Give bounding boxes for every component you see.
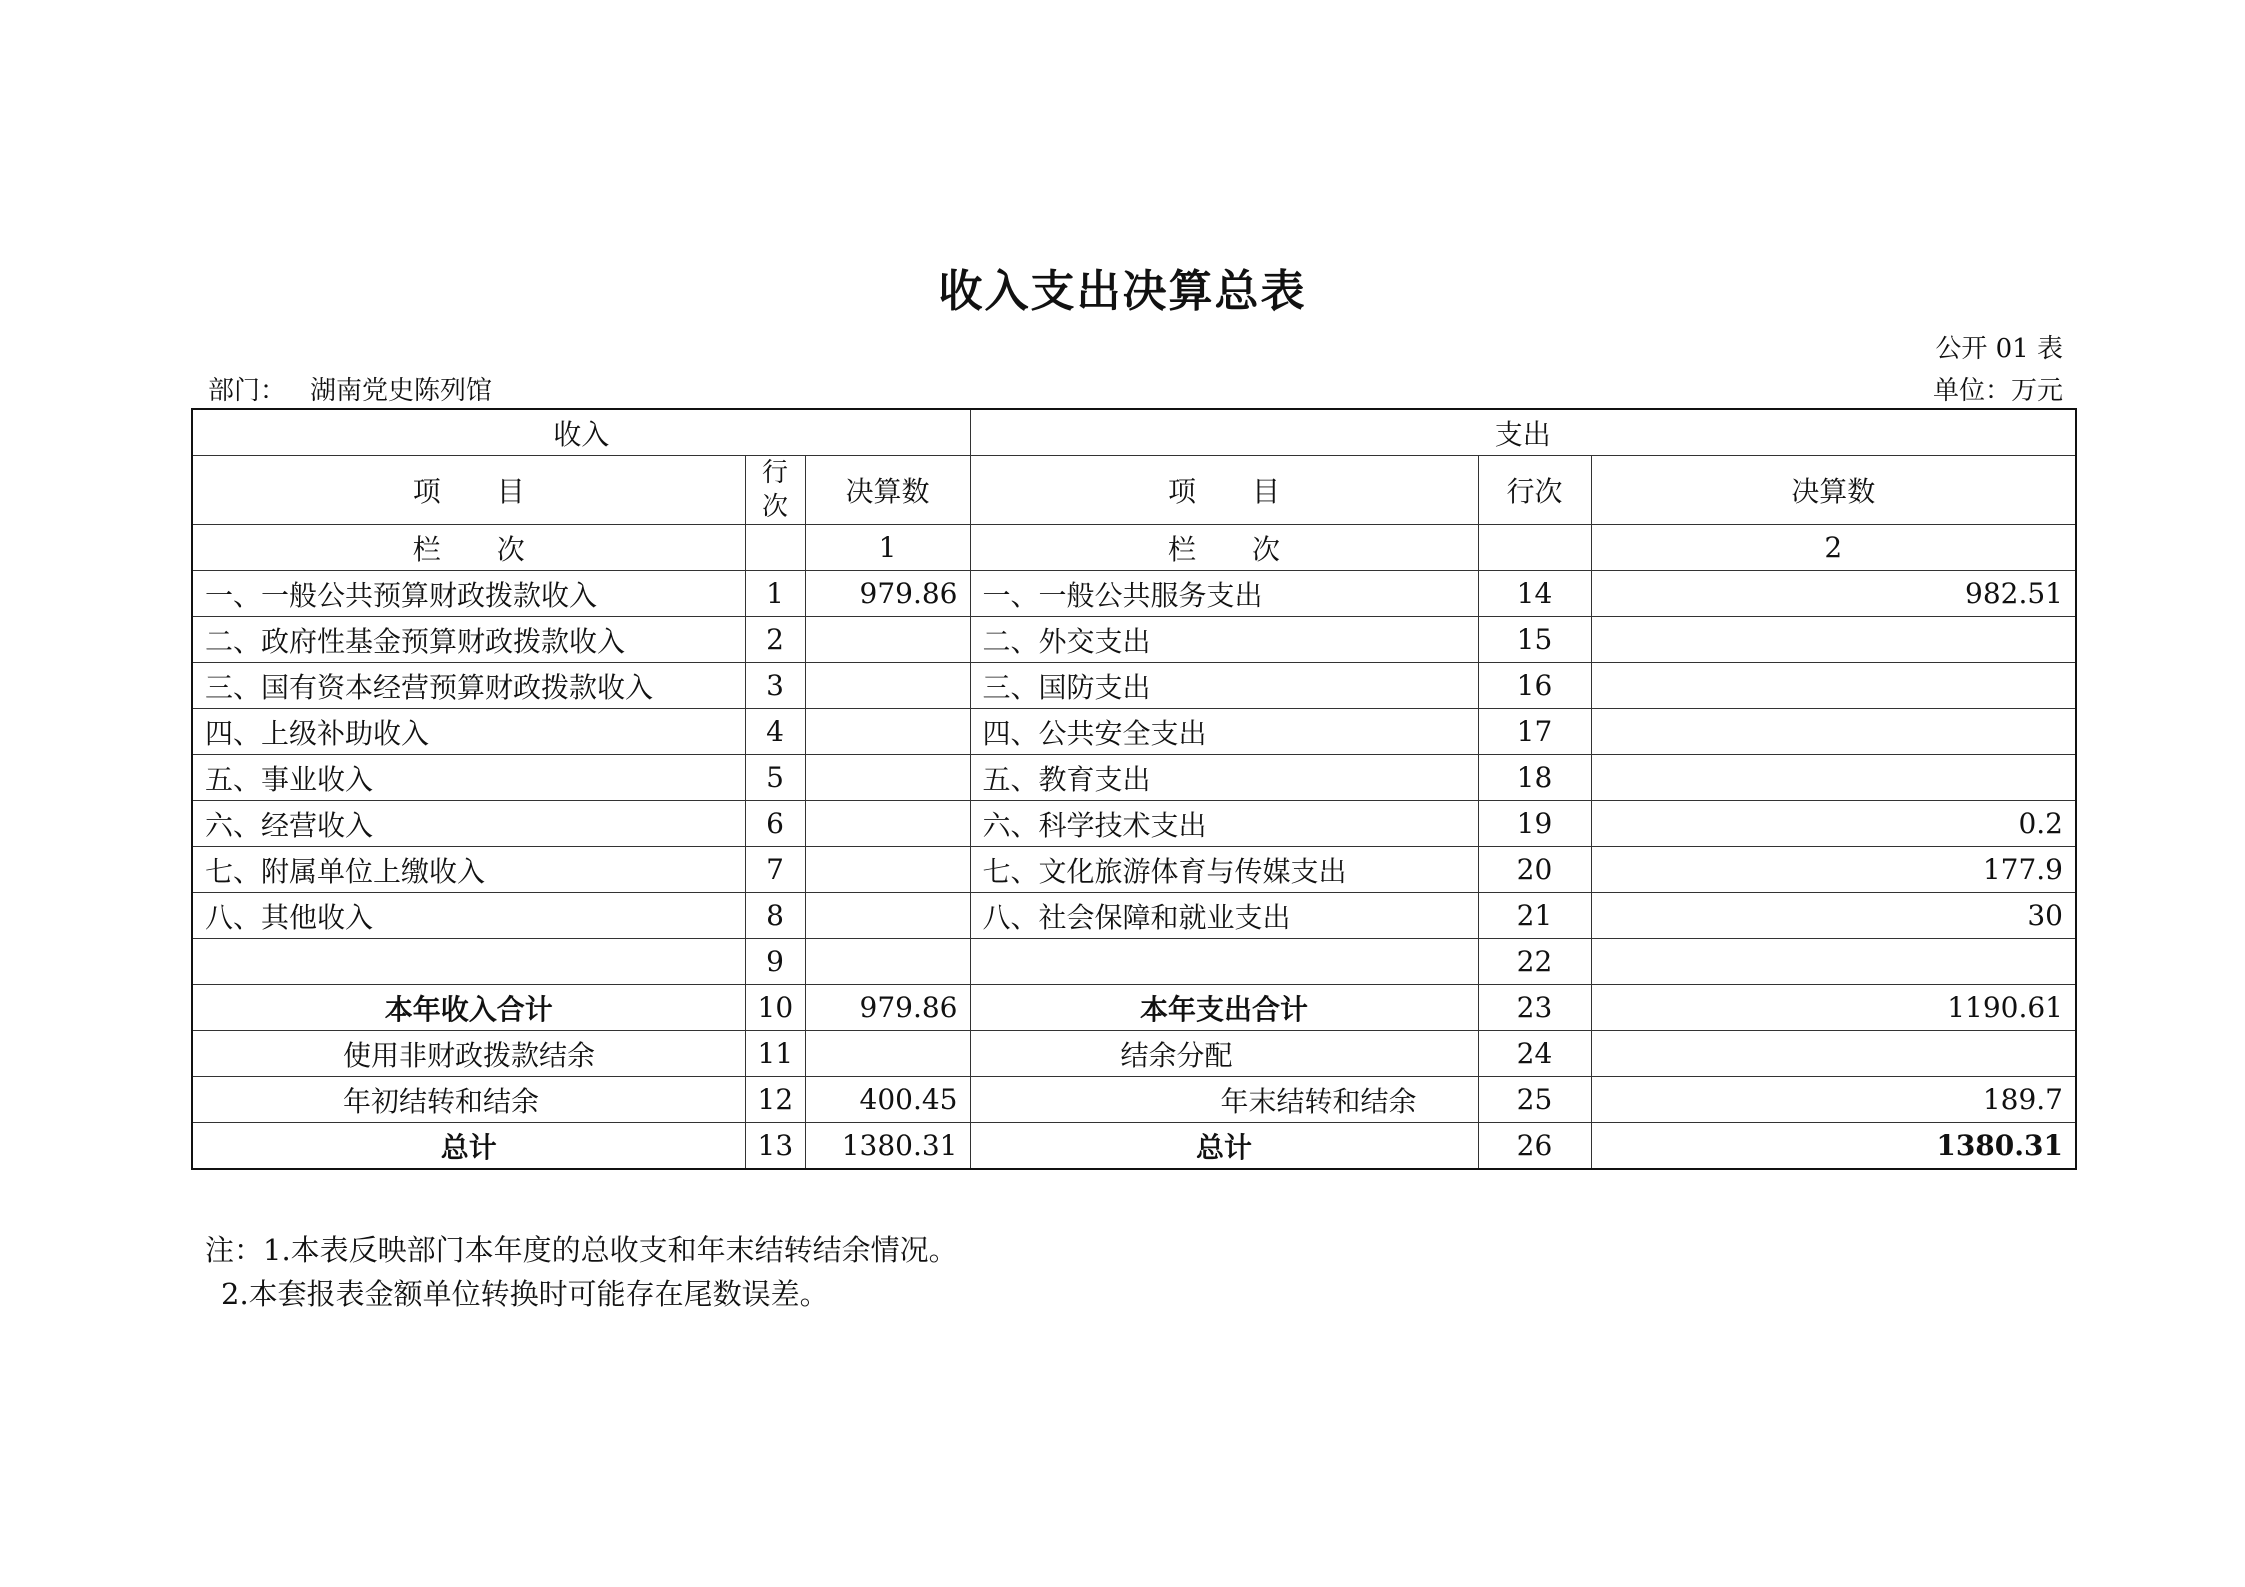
year-total-row: [192, 985, 2076, 1031]
footnotes: [205, 1228, 958, 1316]
expense-grand-total-amount: 1380.31: [1591, 1123, 2076, 1170]
income-line-no: 5: [745, 755, 805, 801]
expense-line-no: 23: [1478, 985, 1591, 1031]
income-item: 年初结转和结余: [192, 1077, 745, 1123]
expense-item: 三、国防支出: [970, 663, 1478, 709]
expense-line-no: 18: [1478, 755, 1591, 801]
income-year-total-label: 本年收入合计: [192, 985, 745, 1031]
table-row: [192, 709, 2076, 755]
expense-line-no: 24: [1478, 1031, 1591, 1077]
section-header-row: [192, 409, 2076, 456]
column-index-row: [192, 525, 2076, 571]
expense-amount-header: 决算数: [1591, 456, 2076, 525]
income-amount: [805, 847, 970, 893]
expense-amount: [1591, 939, 2076, 985]
income-amount: 400.45: [805, 1077, 970, 1123]
income-line-no-header: 行 次: [745, 456, 805, 525]
table-row: [192, 893, 2076, 939]
table-row: [192, 755, 2076, 801]
table-row: [192, 1077, 2076, 1123]
income-grand-total-amount: 1380.31: [805, 1123, 970, 1170]
column-header-row: [192, 456, 2076, 525]
expense-amount: 982.51: [1591, 571, 2076, 617]
grand-total-row: [192, 1123, 2076, 1170]
income-column-index-blank: [745, 525, 805, 571]
income-line-no: 1: [745, 571, 805, 617]
expense-column-index-label: 栏 次: [970, 525, 1478, 571]
income-item-header: 项 目: [192, 456, 745, 525]
expense-year-total-amount: 1190.61: [1591, 985, 2076, 1031]
expense-amount: 177.9: [1591, 847, 2076, 893]
income-line-no: 7: [745, 847, 805, 893]
expense-line-no: 15: [1478, 617, 1591, 663]
income-amount: [805, 663, 970, 709]
income-item: [192, 939, 745, 985]
table-row: [192, 617, 2076, 663]
income-amount: [805, 893, 970, 939]
expense-amount: 30: [1591, 893, 2076, 939]
income-column-index-label: 栏 次: [192, 525, 745, 571]
expense-item: 二、外交支出: [970, 617, 1478, 663]
income-item: 二、政府性基金预算财政拨款收入: [192, 617, 745, 663]
expense-amount: [1591, 617, 2076, 663]
income-amount-header: 决算数: [805, 456, 970, 525]
expense-line-no: 19: [1478, 801, 1591, 847]
expense-line-no: 22: [1478, 939, 1591, 985]
expense-column-index-blank: [1478, 525, 1591, 571]
income-amount: [805, 617, 970, 663]
department-name: 湖南党史陈列馆: [310, 376, 493, 406]
expense-amount: [1591, 663, 2076, 709]
income-line-no: 2: [745, 617, 805, 663]
expense-amount: [1591, 1031, 2076, 1077]
expense-item: 六、科学技术支出: [970, 801, 1478, 847]
income-line-no: 3: [745, 663, 805, 709]
expense-line-no: 17: [1478, 709, 1591, 755]
income-line-no: 10: [745, 985, 805, 1031]
income-item: 四、上级补助收入: [192, 709, 745, 755]
income-line-no: 6: [745, 801, 805, 847]
expense-item: 四、公共安全支出: [970, 709, 1478, 755]
income-amount: [805, 939, 970, 985]
expense-line-no: 26: [1478, 1123, 1591, 1170]
expense-line-no: 20: [1478, 847, 1591, 893]
expense-item: 结余分配: [970, 1031, 1478, 1077]
unit-label: 单位：万元: [1932, 376, 2063, 406]
expense-amount: [1591, 755, 2076, 801]
expense-amount: [1591, 709, 2076, 755]
expense-line-no: 14: [1478, 571, 1591, 617]
income-amount: [805, 801, 970, 847]
income-line-no: 9: [745, 939, 805, 985]
expense-item: [970, 939, 1478, 985]
income-grand-total-label: 总计: [192, 1123, 745, 1170]
table-row: [192, 663, 2076, 709]
expense-line-no: 21: [1478, 893, 1591, 939]
income-line-no: 13: [745, 1123, 805, 1170]
income-item: 七、附属单位上缴收入: [192, 847, 745, 893]
income-amount: [805, 709, 970, 755]
income-amount: [805, 755, 970, 801]
expense-line-no-header: 行次: [1478, 456, 1591, 525]
department-label: 部门：: [208, 376, 287, 406]
expense-year-total-label: 本年支出合计: [970, 985, 1478, 1031]
income-item: 五、事业收入: [192, 755, 745, 801]
table-row: [192, 939, 2076, 985]
expense-item-header: 项 目: [970, 456, 1478, 525]
income-amount: [805, 1031, 970, 1077]
table-row: [192, 801, 2076, 847]
income-line-no: 12: [745, 1077, 805, 1123]
footnote-2: 2.本套报表金额单位转换时可能存在尾数误差。: [221, 1277, 829, 1311]
table-row: [192, 847, 2076, 893]
income-column-no: 1: [805, 525, 970, 571]
income-item: 一、一般公共预算财政拨款收入: [192, 571, 745, 617]
expense-item: 七、文化旅游体育与传媒支出: [970, 847, 1478, 893]
expense-item: 五、教育支出: [970, 755, 1478, 801]
expense-line-no: 16: [1478, 663, 1591, 709]
income-line-no: 4: [745, 709, 805, 755]
footnote-1: 注：1.本表反映部门本年度的总收支和年末结转结余情况。: [205, 1233, 958, 1267]
income-item: 六、经营收入: [192, 801, 745, 847]
income-item: 使用非财政拨款结余: [192, 1031, 745, 1077]
income-section-header: 收入: [192, 409, 970, 456]
income-item: 八、其他收入: [192, 893, 745, 939]
income-amount: 979.86: [805, 571, 970, 617]
expense-grand-total-label: 总计: [970, 1123, 1478, 1170]
expense-section-header: 支出: [970, 409, 2076, 456]
table-row: [192, 1031, 2076, 1077]
expense-line-no: 25: [1478, 1077, 1591, 1123]
page-title: 收入支出决算总表: [938, 266, 1307, 317]
expense-amount: 189.7: [1591, 1077, 2076, 1123]
income-line-no: 11: [745, 1031, 805, 1077]
expense-item: 八、社会保障和就业支出: [970, 893, 1478, 939]
income-year-total-amount: 979.86: [805, 985, 970, 1031]
income-line-no: 8: [745, 893, 805, 939]
income-item: 三、国有资本经营预算财政拨款收入: [192, 663, 745, 709]
expense-item: 一、一般公共服务支出: [970, 571, 1478, 617]
income-expense-table: [191, 408, 2077, 1170]
expense-amount: 0.2: [1591, 801, 2076, 847]
expense-item: 年末结转和结余: [970, 1077, 1478, 1123]
department-line: [208, 370, 492, 407]
form-code: 公开 01 表: [1935, 334, 2063, 364]
table-row: [192, 571, 2076, 617]
expense-column-no: 2: [1591, 525, 2076, 571]
